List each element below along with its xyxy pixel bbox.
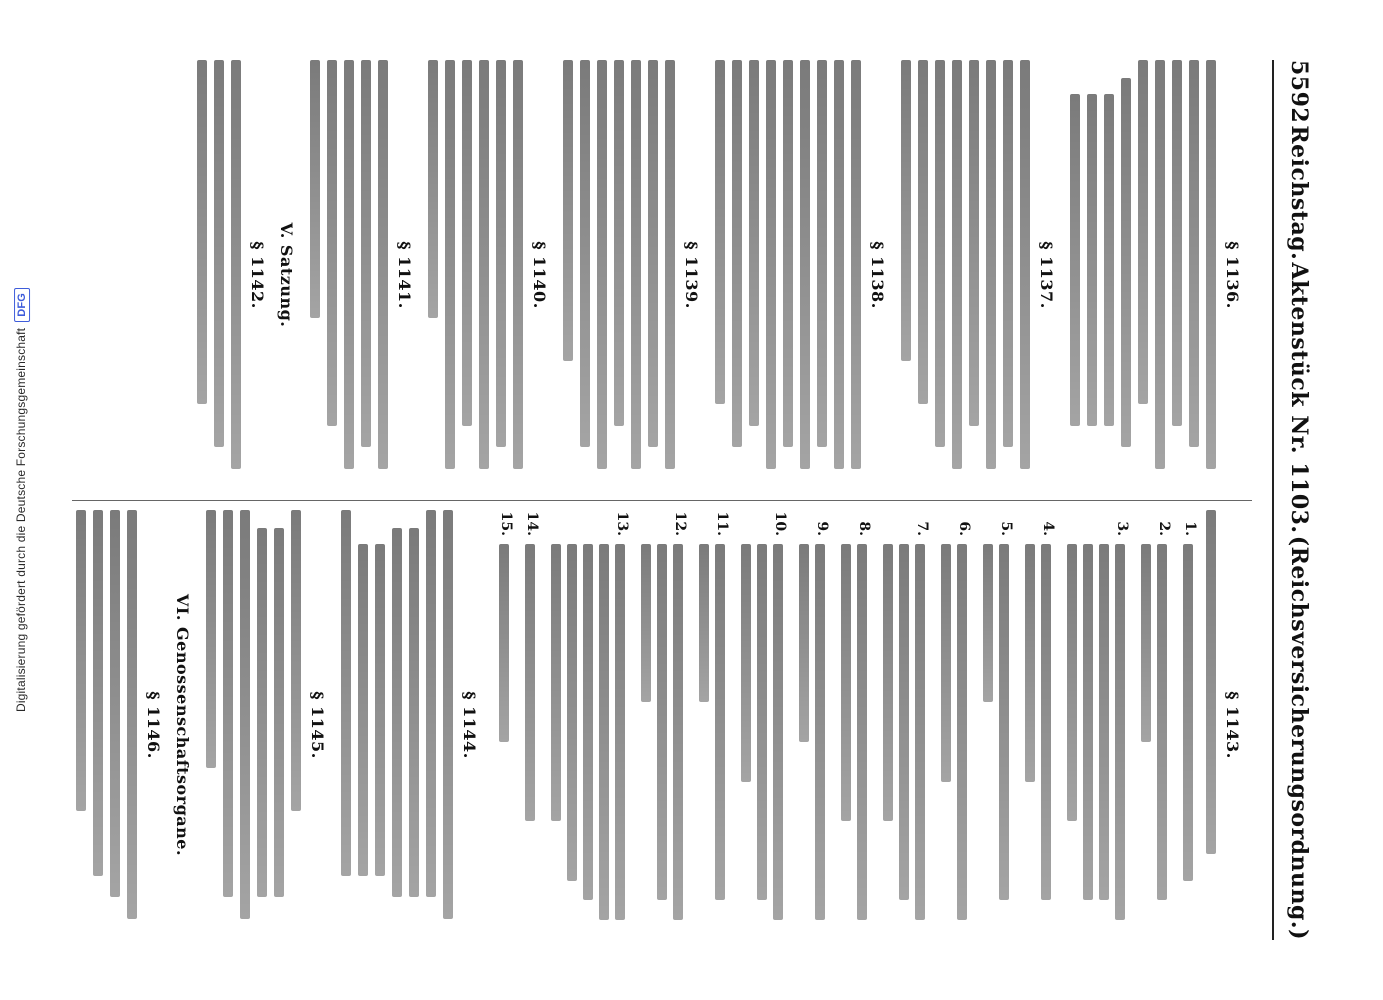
text-line	[766, 60, 776, 469]
text-line	[999, 544, 1009, 900]
dfg-note-text	[14, 288, 30, 712]
text-line	[757, 544, 767, 900]
enumeration-item	[519, 510, 541, 940]
part-vi-genossenschaftsorgane	[76, 510, 192, 940]
text-line	[969, 60, 979, 426]
header-aktenstueck: Aktenstück Nr. 1103.	[1285, 262, 1312, 534]
text-line	[699, 544, 709, 702]
text-line	[1087, 94, 1097, 426]
section-number: § 1136.	[1222, 241, 1242, 309]
text-line	[815, 544, 825, 920]
text-line	[1121, 78, 1131, 447]
enumeration-number: 1.	[1181, 521, 1198, 536]
enumeration-lines	[545, 544, 631, 940]
enumeration-item	[935, 510, 973, 940]
text-line	[648, 60, 658, 447]
text-line	[857, 544, 867, 920]
section-number: § 1143.	[1222, 691, 1242, 759]
text-line	[361, 60, 371, 447]
section-number: § 1140.	[529, 241, 549, 309]
text-line	[1141, 544, 1151, 742]
section-number: § 1139.	[681, 241, 701, 309]
text-line	[409, 528, 419, 897]
section-number: § 1138.	[867, 241, 887, 309]
text-line	[496, 60, 506, 447]
header-rule	[1272, 60, 1274, 940]
text-line	[479, 60, 489, 469]
text-line	[93, 510, 103, 876]
enumeration-item	[977, 510, 1015, 940]
section-1138	[715, 60, 887, 490]
text-line	[76, 510, 86, 811]
text-line	[378, 60, 388, 469]
text-line	[800, 60, 810, 469]
text-line	[715, 544, 725, 900]
enumeration-lines	[1061, 544, 1131, 940]
section-1145	[206, 510, 327, 940]
text-line	[614, 60, 624, 426]
enumeration-item	[635, 510, 689, 940]
text-line	[918, 60, 928, 404]
header-reichsversicherungsordnung: (Reichsversicherungsordnung.)	[1285, 535, 1312, 940]
right-text-column	[72, 510, 1252, 940]
enumeration-item	[493, 510, 515, 940]
header-reichstag: Reichstag.	[1285, 125, 1312, 261]
text-line	[1003, 60, 1013, 447]
text-line	[986, 60, 996, 469]
enumeration-lines	[977, 544, 1015, 940]
text-line	[1206, 60, 1216, 469]
enumeration-lines	[493, 544, 515, 940]
text-line	[641, 544, 651, 702]
text-line	[513, 60, 523, 469]
enumeration-lines	[935, 544, 973, 940]
text-line	[983, 544, 993, 702]
enumeration-item	[1061, 510, 1131, 940]
text-line	[1172, 60, 1182, 426]
text-line	[580, 60, 590, 447]
section-number: § 1145.	[307, 691, 327, 759]
enumeration-item	[735, 510, 789, 940]
text-line	[358, 544, 368, 876]
text-line	[310, 60, 320, 318]
text-line	[1155, 60, 1165, 469]
enumeration-number: 12.	[671, 511, 688, 536]
text-line	[1083, 544, 1093, 900]
section-1137	[901, 60, 1056, 490]
text-line	[817, 60, 827, 447]
page-header	[1278, 60, 1312, 940]
page-number: 5592	[1285, 60, 1312, 124]
text-line	[657, 544, 667, 900]
enumeration-lines	[635, 544, 689, 940]
text-line	[834, 60, 844, 469]
enumeration-lines	[793, 544, 831, 940]
enumeration-item	[877, 510, 931, 940]
enumeration-number: 11.	[713, 511, 730, 536]
enumeration-lines	[519, 544, 541, 940]
section-number: § 1142.	[247, 241, 267, 309]
rotated-document-page	[32, 20, 1352, 980]
text-line	[1138, 60, 1148, 404]
text-line	[214, 60, 224, 447]
text-line	[1183, 544, 1193, 881]
enumeration-number: 15.	[497, 511, 514, 536]
text-line	[1115, 544, 1125, 920]
text-line	[341, 510, 351, 876]
enumeration-lines	[877, 544, 931, 940]
section-number: § 1137.	[1036, 241, 1056, 309]
text-line	[426, 510, 436, 897]
text-line	[957, 544, 967, 920]
enumeration-number: 14.	[523, 511, 540, 536]
text-line	[445, 60, 455, 469]
left-text-column	[72, 60, 1252, 490]
enumeration-lines	[693, 544, 731, 940]
text-line	[231, 60, 241, 469]
text-line	[597, 60, 607, 469]
text-line	[749, 60, 759, 426]
text-line	[1020, 60, 1030, 469]
enumeration-item	[793, 510, 831, 940]
enumeration-lines	[735, 544, 789, 940]
text-line	[525, 544, 535, 821]
text-line	[127, 510, 137, 919]
enumeration-lines	[1177, 544, 1199, 940]
part-title: VI. Genossenschaftsorgane.	[172, 593, 192, 857]
text-line	[1041, 544, 1051, 900]
text-line	[583, 544, 593, 900]
part-v-satzung	[197, 60, 296, 490]
dfg-note-label: Digitalisierung gefördert durch die Deutsche Forschungsgemeinschaft	[14, 327, 28, 713]
section-number: § 1141.	[394, 241, 414, 309]
enumeration-number: 5.	[997, 521, 1014, 536]
section-1139	[563, 60, 701, 490]
section-number: § 1146.	[143, 691, 163, 759]
text-line	[741, 544, 751, 782]
enumeration-number: 3.	[1113, 521, 1130, 536]
text-line	[223, 510, 233, 897]
text-line	[941, 544, 951, 782]
text-line	[274, 528, 284, 897]
text-line	[443, 510, 453, 919]
text-line	[952, 60, 962, 469]
text-line	[375, 544, 385, 876]
section-number: § 1144.	[459, 691, 479, 759]
enumeration-number: 10.	[771, 511, 788, 536]
enumeration-number: 6.	[955, 521, 972, 536]
text-line	[732, 60, 742, 447]
enumeration-item	[693, 510, 731, 940]
text-line	[799, 544, 809, 742]
section-1143	[493, 510, 1242, 940]
text-line	[631, 60, 641, 469]
enumeration-number: 13.	[613, 511, 630, 536]
enumeration-item	[1019, 510, 1057, 940]
enumeration-item	[835, 510, 873, 940]
text-line	[257, 528, 267, 897]
text-line	[1157, 544, 1167, 900]
enumeration-number: 4.	[1039, 521, 1056, 536]
text-line	[599, 544, 609, 920]
text-line	[665, 60, 675, 469]
text-line	[291, 510, 301, 811]
section-1141	[310, 60, 414, 490]
text-line	[206, 510, 216, 768]
text-line	[428, 60, 438, 318]
text-line	[1070, 94, 1080, 426]
text-line	[1025, 544, 1035, 782]
enumeration-item	[1177, 510, 1199, 940]
enumeration-number: 7.	[913, 521, 930, 536]
enumeration-lines	[1019, 544, 1057, 940]
text-line	[851, 60, 861, 469]
text-line	[499, 544, 509, 742]
text-line	[567, 544, 577, 881]
text-line	[901, 60, 911, 361]
section-1144	[341, 510, 479, 940]
section-1140	[428, 60, 549, 490]
text-line	[197, 60, 207, 404]
text-line	[563, 60, 573, 361]
text-line	[715, 60, 725, 404]
text-line	[915, 544, 925, 920]
enumeration-number: 9.	[813, 521, 830, 536]
text-line	[673, 544, 683, 920]
text-line	[1099, 544, 1109, 900]
text-line	[899, 544, 909, 900]
enumeration-lines	[1135, 544, 1173, 940]
text-line	[1206, 510, 1216, 854]
enumeration-item	[1135, 510, 1173, 940]
enumeration-lines	[835, 544, 873, 940]
text-line	[110, 510, 120, 897]
text-line	[935, 60, 945, 447]
text-line	[615, 544, 625, 920]
text-line	[327, 60, 337, 426]
text-line	[240, 510, 250, 919]
enumeration-number: 8.	[855, 521, 872, 536]
text-line	[1189, 60, 1199, 447]
text-line	[783, 60, 793, 447]
part-title: V. Satzung.	[276, 222, 296, 328]
text-line	[1104, 94, 1114, 426]
enumeration-number: 2.	[1155, 521, 1172, 536]
text-line	[344, 60, 354, 469]
text-line	[392, 528, 402, 897]
text-line	[883, 544, 893, 821]
column-divider	[72, 500, 1252, 501]
dfg-badge: DFG	[14, 288, 30, 322]
enumeration-item	[545, 510, 631, 940]
text-line	[551, 544, 561, 821]
text-line	[1067, 544, 1077, 821]
text-line	[841, 544, 851, 821]
section-1136	[1070, 60, 1242, 490]
text-line	[462, 60, 472, 426]
text-line	[773, 544, 783, 920]
